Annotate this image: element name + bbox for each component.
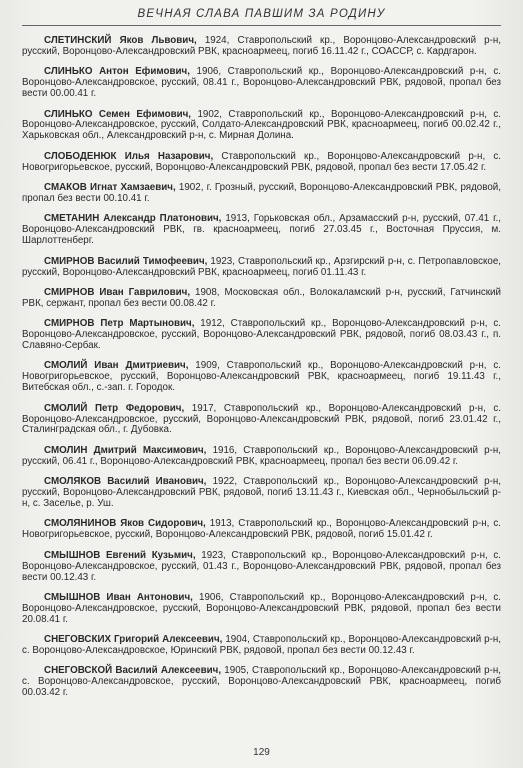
entry bbox=[22, 477, 501, 510]
entry bbox=[22, 67, 501, 100]
entry-name: СМОЛЯКОВ Василий Иванович, bbox=[44, 476, 207, 488]
entry-name: СМОЛИЙ Петр Федорович, bbox=[44, 402, 185, 414]
entry bbox=[22, 214, 501, 247]
running-header: ВЕЧНАЯ СЛАВА ПАВШИМ ЗА РОДИНУ bbox=[137, 8, 386, 20]
entry bbox=[22, 519, 501, 541]
entry-name: СМОЛИЙ Иван Дмитриевич, bbox=[44, 360, 189, 372]
entry-text: 1902, г. Грозный, русский, Воронцово-Александровский РВК, рядовой, пропал без вести 00.10.41 г. bbox=[22, 182, 501, 204]
entry bbox=[22, 551, 501, 584]
entry-text: 1908, Московская обл., Волокаламский р-н, русский, Гатчинский РВК, сержант, пропал без вести 00.08.42 г. bbox=[22, 286, 501, 309]
entry bbox=[22, 152, 501, 174]
entry-name: СМОЛИН Дмитрий Максимович, bbox=[44, 444, 207, 456]
entry-name: СЛОБОДЕНЮК Илья Назарович, bbox=[44, 150, 214, 162]
entry bbox=[22, 404, 501, 437]
entry-name: СМЕТАНИН Александр Платонович, bbox=[44, 213, 222, 225]
entry-text: 1923, Ставропольский кр., Воронцово-Александровский р-н, с. Воронцово-Александровское, русский, 01.43 г., Воронцово-Александровский РВК, рядовой, пропал без вести 00.12.43 г. bbox=[22, 549, 501, 583]
entries-list bbox=[22, 36, 501, 709]
entry bbox=[22, 319, 501, 352]
entry-name: СМЫШНОВ Иван Антонович, bbox=[44, 591, 193, 603]
entry-name: СЛЕТИНСКИЙ Яков Львович, bbox=[44, 35, 197, 46]
header-rule bbox=[22, 25, 501, 26]
entry-text: 1902, Ставропольский кр., Воронцово-Александровский р-н, с. Воронцово-Александровское, русский, Солдато-Александровский РВК, красноармеец, погиб 00.02.42 г., Харьковская обл., Александровский р-н, с. Мирная Долина. bbox=[22, 108, 502, 142]
entry-name: СМОЛЯНИНОВ Яков Сидорович, bbox=[44, 518, 206, 530]
entry-text: 1913, Горьковская обл., Арзамасский р-н, русский, 07.41 г., Воронцово-Александровский РВК, гв. красноармеец, погиб 27.03.45 г., Восточная Пруссия, м. Шарлоттенберг. bbox=[22, 213, 501, 247]
entry bbox=[22, 288, 501, 310]
entry bbox=[22, 635, 501, 657]
entry bbox=[22, 666, 501, 699]
entry-name: СЛИНЬКО Семен Ефимович, bbox=[44, 108, 192, 120]
entry-text: 1906, Ставропольский кр., Воронцово-Александровский р-н, с. Воронцово-Александровское, русский, Воронцово-Александровский РВК, рядовой, пропал без вести 20.08.41 г. bbox=[22, 591, 502, 625]
entry bbox=[22, 446, 501, 468]
entry-text: 1913, Ставропольский кр., Воронцово-Александровский р-н, с. Новогригорьевское, русский, Воронцово-Александровский РВК, рядовой, погиб 15.01.42 г. bbox=[22, 518, 501, 541]
entry-text: 1905, Ставропольский кр., Воронцово-Александровский р-н, с. Воронцово-Александровское, русский, Воронцово-Александровский РВК, красноармеец, погиб 00.03.42 г. bbox=[22, 665, 501, 699]
entry-text: 1923, Ставропольский кр., Арзгирский р-н, с. Петропавловское, русский, Воронцово-Александровский РВК, красноармеец, погиб 01.11.43 г. bbox=[22, 255, 501, 278]
entry bbox=[22, 110, 501, 143]
page-number: 129 bbox=[253, 747, 270, 758]
entry-name: СЛИНЬКО Антон Ефимович, bbox=[44, 66, 190, 78]
entry-text: 1906, Ставропольский кр., Воронцово-Александровский р-н, с. Воронцово-Александровское, русский, 08.41 г., Воронцово-Александровский РВК, рядовой, пропал без вести 00.00.41 г. bbox=[22, 66, 501, 100]
entry-name: СМАКОВ Игнат Хамзаевич, bbox=[44, 182, 176, 194]
entry bbox=[22, 593, 501, 626]
entry-name: СМИРНОВ Петр Мартынович, bbox=[44, 318, 195, 330]
entry bbox=[22, 257, 501, 279]
entry-text: 1904, Ставропольский кр., Воронцово-Александровский р-н, с. Воронцово-Александровское, Юринский РВК, рядовой, пропал без вести 00.12.43 г. bbox=[22, 634, 501, 657]
entry bbox=[22, 361, 501, 394]
entry-name: СНЕГОВСКИХ Григорий Алексеевич, bbox=[44, 634, 223, 646]
entry-text: 1912, Ставропольский кр., Воронцово-Александровский р-н, с. Воронцово-Александровское, русский, Воронцово-Александровский РВК, рядовой, погиб 08.03.43 г., п. Славяно-Сербак. bbox=[22, 318, 501, 352]
entry-name: СНЕГОВСКОЙ Василий Алексеевич, bbox=[44, 665, 222, 677]
entry-text: 1909, Ставропольский кр., Воронцово-Александровский р-н, с. Новогригорьевское, русский, Воронцово-Александровский РВК, красноармеец, погиб 19.11.43 г., Витебская обл., с.-зап. г. Городок. bbox=[22, 360, 501, 394]
entry-text: 1917, Ставропольский кр., Воронцово-Александровский р-н, с. Воронцово-Александровское, русский, Воронцово-Александровский РВК, рядовой, погиб 23.01.42 г., Сталинградская обл., г. Дубовка. bbox=[22, 402, 501, 436]
entry-name: СМИРНОВ Василий Тимофеевич, bbox=[44, 255, 208, 267]
entry-text: Ставропольский кр., Воронцово-Александровский р-н, с. Новогригорьевское, русский, Воронцово-Александровский РВК, рядовой, пропал без вести 17.05.42 г. bbox=[22, 150, 501, 173]
entry-text: 1916, Ставропольский кр., Воронцово-Александровский р-н, русский, 06.41 г., Воронцово-Александровский РВК, красноармеец, пропал без вести 06.09.42 г. bbox=[22, 444, 502, 467]
entry-text: 1922, Ставропольский кр., Воронцово-Александровский р-н, русский, Воронцово-Александровский РВК, рядовой, погиб 13.11.43 г., Киевская обл., Чернобыльский р-н, с. Заселье, р. Уш. bbox=[22, 476, 501, 509]
entry bbox=[22, 183, 501, 205]
entry bbox=[22, 36, 501, 58]
entry-name: СМИРНОВ Иван Гаврилович, bbox=[44, 286, 191, 298]
entry-text: 1924, Ставропольский кр., Воронцово-Александровский р-н, русский, Воронцово-Александровский РВК, красноармеец, погиб 16.11.42 г., СОАССР, с. Кардгарон. bbox=[22, 35, 501, 57]
entry-name: СМЫШНОВ Евгений Кузьмич, bbox=[44, 549, 196, 561]
